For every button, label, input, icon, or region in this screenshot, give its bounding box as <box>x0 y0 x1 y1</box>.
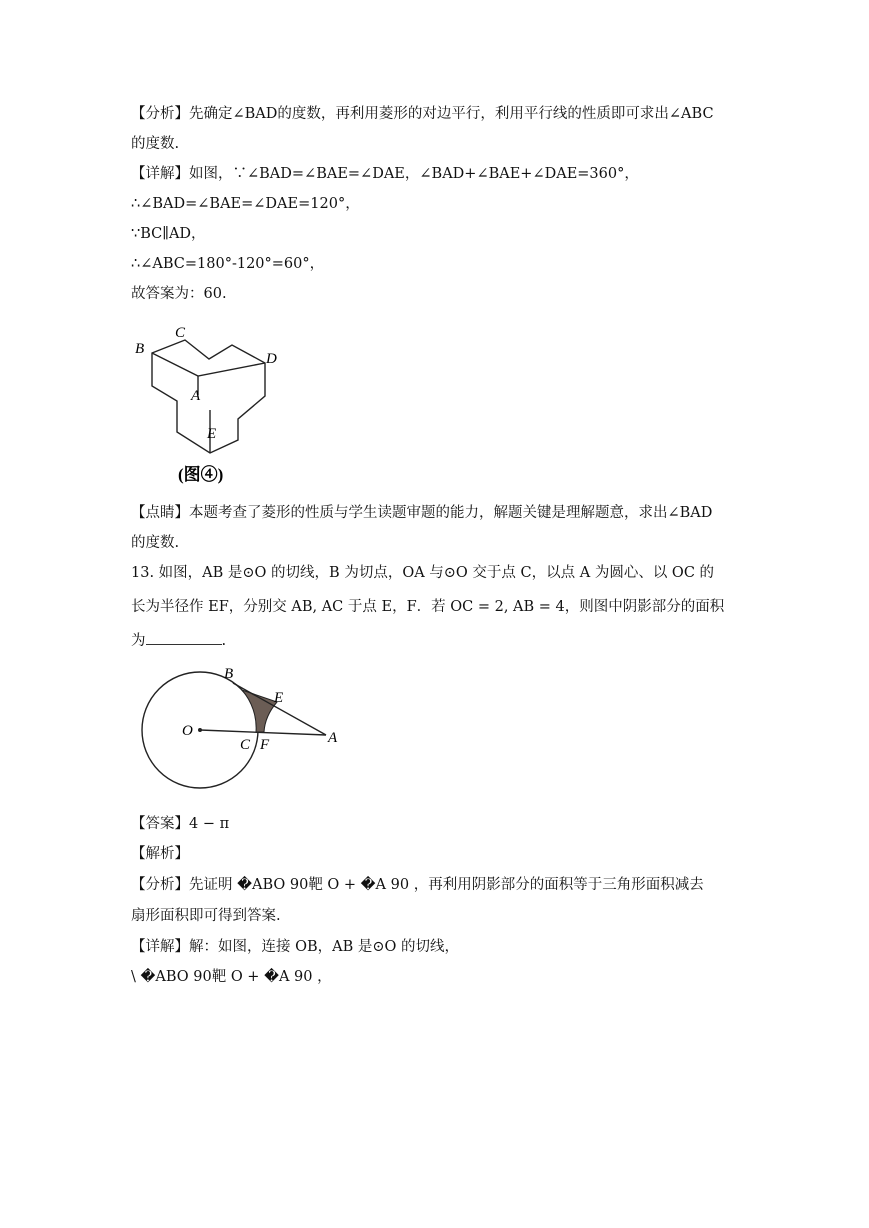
label-O: O <box>182 723 193 739</box>
text-fragment: 为 <box>131 633 146 649</box>
text-line: 【详解】如图，∵∠BAD=∠BAE=∠DAE，∠BAD+∠BAE+∠DAE=360°， <box>131 166 639 182</box>
text-line: ∴∠BAD=∠BAE=∠DAE=120°， <box>131 196 360 212</box>
label-D: D <box>266 351 277 367</box>
label-C: C <box>240 737 251 753</box>
text-line: \ �ABO 90靶 O + �A 90 ， <box>131 969 332 985</box>
label-E: E <box>274 690 284 706</box>
figure-13-shape <box>142 672 326 788</box>
text-line: 【解析】 <box>131 846 189 862</box>
text-line: ∵BC∥AD， <box>131 226 206 242</box>
label-F: F <box>260 737 270 753</box>
text-line: 【详解】解：如图，连接 OB，AB 是⊙O 的切线， <box>131 939 460 955</box>
figure-4-caption: (图④) <box>178 465 224 484</box>
label-C: C <box>175 325 186 341</box>
answer-blank <box>146 630 222 645</box>
text-line: 长为半径作 EF，分别交 AB, AC 于点 E，F．若 OC = 2, AB = 4，则图中阴影部分的面积 <box>131 599 725 615</box>
text-line: 为 . <box>131 630 226 651</box>
text-line: 【分析】先确定∠BAD的度数，再利用菱形的对边平行，利用平行线的性质即可求出∠ABC <box>131 106 714 122</box>
text-line: 【分析】先证明 �ABO 90靶 O + �A 90 ，再利用阴影部分的面积等于三角形面积减去 <box>131 877 704 893</box>
text-line: 的度数. <box>131 136 180 152</box>
text-line: ∴∠ABC=180°-120°=60°， <box>131 256 325 272</box>
text-line: 【答案】4 − π <box>131 816 230 832</box>
label-B: B <box>135 341 145 357</box>
text-line: 13. 如图，AB 是⊙O 的切线，B 为切点，OA 与⊙O 交于点 C，以点 A 为圆心、以 OC 的 <box>131 565 715 581</box>
text-line: 扇形面积即可得到答案. <box>131 908 281 924</box>
label-A: A <box>191 388 201 404</box>
text-line: 的度数. <box>131 535 180 551</box>
text-line: 故答案为：60. <box>131 286 227 302</box>
label-A: A <box>328 730 338 746</box>
figure-4 <box>133 320 293 490</box>
figure-13 <box>138 660 358 805</box>
text-line: 【点睛】本题考查了菱形的性质与学生读题审题的能力，解题关键是理解题意，求出∠BAD <box>131 505 713 521</box>
label-E: E <box>207 426 217 442</box>
label-B: B <box>224 666 234 682</box>
